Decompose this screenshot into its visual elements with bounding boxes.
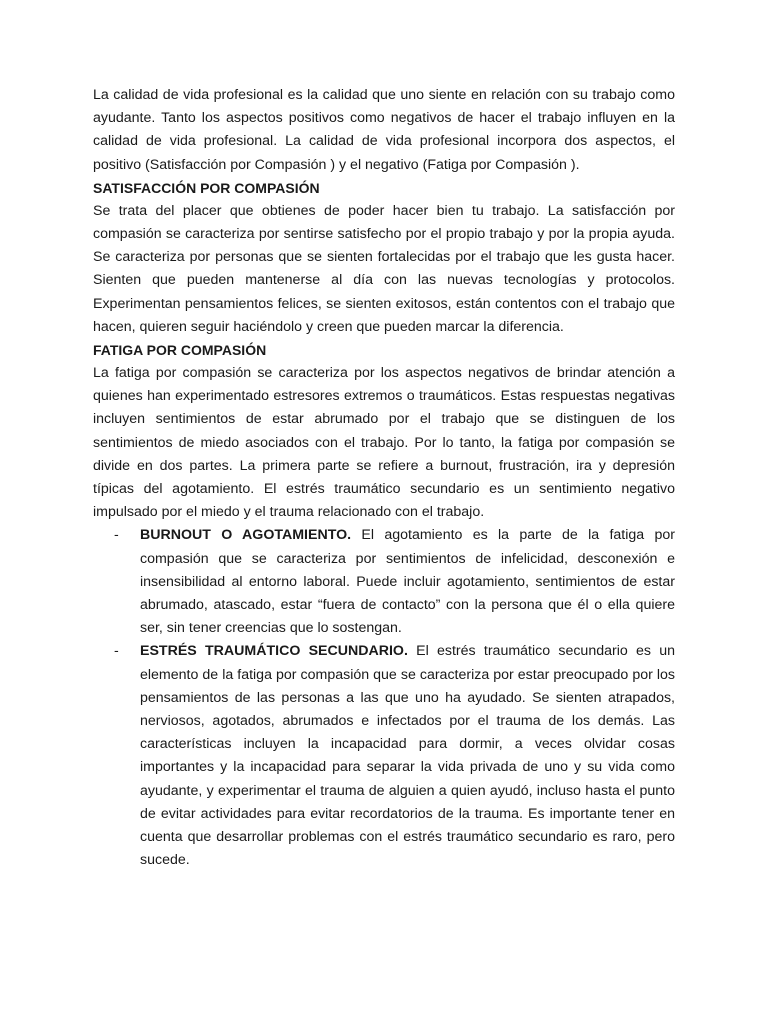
list-marker: - — [114, 643, 119, 660]
list-item-estres — [93, 640, 675, 872]
description-estres-traumatico: El estrés traumático secundario es un elemento de la fatiga por compasión que se caracteriza por estar preocupado por los pensamientos de las personas a las que uno ha ayudado. Se sienten atrapados, nerviosos, agotados, abrumados e infectados por el trauma de los demás. Las características incluyen la incapacidad para dormir, a veces olvidar cosas importantes y la incapacidad para separar la vida privada de uno y su vida como ayudante, y experimentar el trauma de alguien a quien ayudó, incluso hasta el punto de evitar actividades para evitar recordatorios de la trauma. Es importante tener en cuenta que desarrollar problemas con el estrés traumático secundario es raro, pero sucede. — [140, 643, 675, 869]
list-item-body — [140, 640, 675, 872]
term-burnout: BURNOUT O AGOTAMIENTO. — [140, 527, 352, 544]
fatiga-list — [93, 524, 675, 872]
heading-fatiga: FATIGA POR COMPASIÓN — [93, 342, 267, 359]
satisfaccion-paragraph: Se trata del placer que obtienes de poder hacer bien tu trabajo. La satisfacción por compasión se caracteriza por sentirse satisfecho por el propio trabajo y por la propia ayuda. Se caracteriza por personas que se sienten fortalecidas por el trabajo que les gusta hacer. Sienten que pueden mantenerse al día con las nuevas tecnologías y protocolos. Experimentan pensamientos felices, se sienten exitosos, están contentos con el trabajo que hacen, quieren seguir haciéndolo y creen que pueden marcar la diferencia. — [93, 202, 675, 335]
list-item-burnout — [93, 524, 675, 640]
heading-satisfaccion: SATISFACCIÓN POR COMPASIÓN — [93, 179, 320, 196]
fatiga-paragraph: La fatiga por compasión se caracteriza por los aspectos negativos de brindar atención a quienes han experimentado estresores extremos o traumáticos. Estas respuestas negativas incluyen sentimientos de estar abrumado por el trabajo que se distinguen de los sentimientos de miedo asociados con el trabajo. Por lo tanto, la fatiga por compasión se divide en dos partes. La primera parte se refiere a burnout, frustración, ira y depresión típicas del agotamiento. El estrés traumático secundario es un sentimiento negativo impulsado por el miedo y el trauma relacionado con el trabajo. — [93, 365, 675, 521]
document-page — [93, 84, 675, 873]
intro-paragraph: La calidad de vida profesional es la calidad que uno siente en relación con su trabajo como ayudante. Tanto los aspectos positivos como negativos de hacer el trabajo influyen en la calidad de vida profesional. La calidad de vida profesional incorpora dos aspectos, el positivo (Satisfacción por Compasión ) y el negativo (Fatiga por Compasión ). — [93, 87, 675, 173]
list-marker: - — [114, 527, 119, 544]
term-estres-traumatico: ESTRÉS TRAUMÁTICO SECUNDARIO. — [140, 643, 408, 660]
description-burnout: El agotamiento es la parte de la fatiga por compasión que se caracteriza por sentimientos de infelicidad, desconexión e insensibilidad al entorno laboral. Puede incluir agotamiento, sentimientos de estar abrumado, atascado, estar “fuera de contacto” con la persona que él o ella quiere ser, sin tener creencias que lo sostengan. — [140, 527, 675, 637]
list-item-body — [140, 524, 675, 640]
